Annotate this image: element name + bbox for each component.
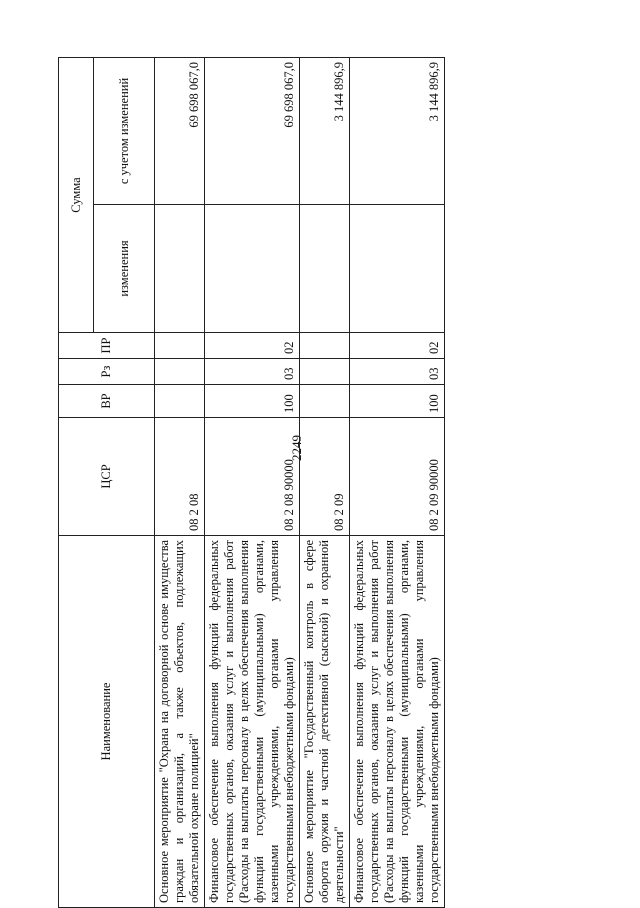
row-vr: 100 [205,385,300,418]
row-pr: 02 [205,333,300,359]
row-pr: 02 [350,333,445,359]
header-changes: изменения [94,205,155,333]
table-row [350,58,445,908]
row-vr: 100 [350,385,445,418]
row-rz [300,359,350,385]
row-rz: 03 [350,359,445,385]
row-name: Финансовое обеспечение выполнения функций федеральных государственных органов, оказания услуг и выполнения работ (Расходы на выплаты персоналу в целях обеспечения выполнения функций государственными (муниципальными) органами, казенными учреждениями, органами управления государственными внебюджетными фондами) [205,536,300,908]
row-vr [155,385,205,418]
page-number: 2249 [289,435,304,461]
budget-table [58,57,445,908]
row-with-changes: 69 698 067,0 [205,58,300,205]
row-name: Основное мероприятие "Государственный контроль в сфере оборота оружия и частной детективной (сыскной) и охранной деятельности" [300,536,350,908]
table-row [155,58,205,908]
row-with-changes: 3 144 896,9 [350,58,445,205]
header-sum: Сумма [59,58,94,333]
header-row-1 [59,58,94,908]
row-changes [350,205,445,333]
row-rz [155,359,205,385]
row-csr: 08 2 08 [155,418,205,536]
row-name: Основное мероприятие "Охрана на договорной основе имущества граждан и организаций, а также объектов, подлежащих обязательной охране полицией" [155,536,205,908]
row-vr [300,385,350,418]
row-csr: 08 2 08 90000 [205,418,300,536]
table-row [300,58,350,908]
row-pr [155,333,205,359]
row-changes [205,205,300,333]
row-pr [300,333,350,359]
row-rz: 03 [205,359,300,385]
header-with-changes: с учетом изменений [94,58,155,205]
row-csr: 08 2 09 90000 [350,418,445,536]
row-name: Финансовое обеспечение выполнения функций федеральных государственных органов, оказания услуг и выполнения работ (Расходы на выплаты персоналу в целях обеспечения выполнения функций государственными (муниципальными) органами, казенными учреждениями, органами управления государственными внебюджетными фондами) [350,536,445,908]
row-with-changes: 69 698 067,0 [155,58,205,205]
header-name: Наименование [59,536,155,908]
row-csr: 08 2 09 [300,418,350,536]
header-rz: Рз [59,359,155,385]
row-changes [155,205,205,333]
row-with-changes: 3 144 896,9 [300,58,350,205]
header-pr: ПР [59,333,155,359]
header-vr: ВР [59,385,155,418]
rotated-page [58,58,588,908]
row-changes [300,205,350,333]
table-row [205,58,300,908]
header-csr: ЦСР [59,418,155,536]
